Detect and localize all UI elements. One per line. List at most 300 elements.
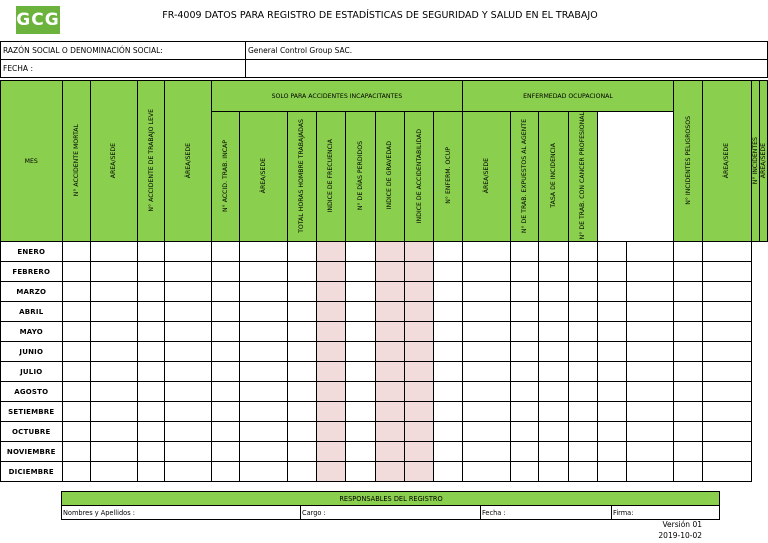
data-cell[interactable] [211, 362, 239, 382]
data-cell[interactable] [165, 462, 211, 482]
data-cell[interactable] [627, 342, 674, 362]
data-cell[interactable] [462, 382, 510, 402]
data-cell[interactable] [510, 402, 538, 422]
data-cell[interactable] [539, 362, 568, 382]
col-accid-trab-incap: N° ACCID. TRAB. INCAP [211, 112, 239, 242]
data-cell[interactable] [346, 362, 375, 382]
data-cell[interactable] [627, 462, 674, 482]
data-cell[interactable] [627, 402, 674, 422]
data-cell[interactable] [288, 402, 316, 422]
data-cell[interactable] [62, 382, 90, 402]
table-row [1, 282, 768, 302]
data-cell[interactable] [674, 322, 703, 342]
data-cell[interactable] [627, 302, 674, 322]
data-cell[interactable] [510, 422, 538, 442]
data-cell[interactable] [405, 302, 434, 322]
data-cell[interactable] [90, 362, 137, 382]
data-cell[interactable] [211, 342, 239, 362]
data-cell[interactable] [703, 282, 752, 302]
data-cell[interactable] [674, 362, 703, 382]
data-cell[interactable] [703, 322, 752, 342]
month-label: OCTUBRE [1, 422, 63, 442]
data-cell[interactable] [703, 422, 752, 442]
data-cell[interactable] [316, 262, 345, 282]
data-cell[interactable] [90, 342, 137, 362]
data-cell[interactable] [674, 262, 703, 282]
data-cell[interactable] [674, 462, 703, 482]
data-cell[interactable] [674, 302, 703, 322]
data-cell[interactable] [62, 402, 90, 422]
table-row [1, 262, 768, 282]
data-cell[interactable] [62, 262, 90, 282]
data-cell[interactable] [288, 382, 316, 402]
data-cell[interactable] [138, 342, 165, 362]
data-cell[interactable] [211, 442, 239, 462]
data-cell[interactable] [627, 262, 674, 282]
data-cell[interactable] [240, 342, 288, 362]
data-cell[interactable] [138, 282, 165, 302]
data-cell[interactable] [165, 422, 211, 442]
data-cell[interactable] [165, 262, 211, 282]
data-cell[interactable] [62, 302, 90, 322]
data-cell[interactable] [598, 382, 627, 402]
col-incidentes-peligrosos: N° INCIDENTES PELIGROSOS [674, 81, 703, 242]
month-label: MARZO [1, 282, 63, 302]
data-cell[interactable] [316, 242, 345, 262]
data-cell[interactable] [510, 382, 538, 402]
data-cell[interactable] [346, 282, 375, 302]
data-cell[interactable] [598, 402, 627, 422]
data-cell[interactable] [462, 342, 510, 362]
data-cell[interactable] [405, 342, 434, 362]
data-cell[interactable] [568, 242, 597, 262]
data-cell[interactable] [90, 242, 137, 262]
data-cell[interactable] [138, 462, 165, 482]
data-cell[interactable] [138, 382, 165, 402]
data-cell[interactable] [165, 342, 211, 362]
col-tasa-incidencia: TASA DE INCIDENCIA [539, 112, 568, 242]
data-cell[interactable] [568, 302, 597, 322]
data-cell[interactable] [316, 442, 345, 462]
data-cell[interactable] [62, 342, 90, 362]
data-cell[interactable] [211, 282, 239, 302]
col-area-sede-2: ÁREA/SEDE [165, 81, 211, 242]
data-cell[interactable] [627, 362, 674, 382]
col-trab-expuestos: N° DE TRAB. EXPUESTOS AL AGENTE [510, 112, 538, 242]
data-cell[interactable] [165, 242, 211, 262]
data-cell[interactable] [165, 382, 211, 402]
data-cell[interactable] [211, 422, 239, 442]
data-cell[interactable] [627, 442, 674, 462]
razon-social-field[interactable]: General Control Group SAC. [246, 42, 768, 60]
data-cell[interactable] [375, 342, 404, 362]
data-cell[interactable] [211, 402, 239, 422]
data-cell[interactable] [510, 242, 538, 262]
data-cell[interactable] [316, 422, 345, 442]
data-cell[interactable] [165, 362, 211, 382]
data-cell[interactable] [211, 302, 239, 322]
data-cell[interactable] [346, 322, 375, 342]
data-cell[interactable] [288, 462, 316, 482]
col-area-sede-4: ÁREA/SEDE [462, 112, 510, 242]
data-cell[interactable] [346, 242, 375, 262]
data-cell[interactable] [288, 422, 316, 442]
data-cell[interactable] [434, 402, 462, 422]
data-cell[interactable] [434, 282, 462, 302]
data-cell[interactable] [598, 442, 627, 462]
data-cell[interactable] [375, 382, 404, 402]
data-cell[interactable] [434, 462, 462, 482]
month-label: FEBRERO [1, 262, 63, 282]
data-cell[interactable] [405, 442, 434, 462]
firma-field[interactable]: Firma: [612, 506, 720, 520]
data-cell[interactable] [462, 402, 510, 422]
data-cell[interactable] [674, 282, 703, 302]
data-cell[interactable] [539, 282, 568, 302]
company-info-table [0, 41, 768, 78]
month-label: ENERO [1, 242, 63, 262]
data-cell[interactable] [434, 442, 462, 462]
col-accidente-mortal: N° ACCIDENTE MORTAL [62, 81, 90, 242]
col-area-sede-3: ÁREA/SEDE [240, 112, 288, 242]
data-cell[interactable] [405, 282, 434, 302]
data-cell[interactable] [568, 422, 597, 442]
data-cell[interactable] [62, 282, 90, 302]
data-cell[interactable] [434, 362, 462, 382]
data-cell[interactable] [674, 402, 703, 422]
fecha-label: FECHA : [1, 60, 246, 78]
data-cell[interactable] [316, 462, 345, 482]
data-cell[interactable] [62, 442, 90, 462]
statistics-table [0, 80, 768, 482]
data-cell[interactable] [90, 402, 137, 422]
fecha-field[interactable] [246, 60, 768, 78]
table-row [1, 422, 768, 442]
data-cell[interactable] [405, 262, 434, 282]
data-cell[interactable] [346, 442, 375, 462]
month-label: NOVIEMBRE [1, 442, 63, 462]
data-cell[interactable] [375, 322, 404, 342]
data-cell[interactable] [375, 362, 404, 382]
data-cell[interactable] [703, 262, 752, 282]
data-cell[interactable] [240, 462, 288, 482]
col-indice-gravedad: INDICE DE GRAVEDAD [375, 112, 404, 242]
data-cell[interactable] [539, 242, 568, 262]
data-cell[interactable] [375, 442, 404, 462]
data-cell[interactable] [138, 402, 165, 422]
month-label: SETIEMBRE [1, 402, 63, 422]
table-row [1, 322, 768, 342]
data-cell[interactable] [539, 422, 568, 442]
data-cell[interactable] [510, 442, 538, 462]
data-cell[interactable] [703, 462, 752, 482]
group-enfermedad-ocupacional: ENFERMEDAD OCUPACIONAL [462, 81, 673, 112]
data-cell[interactable] [568, 262, 597, 282]
data-cell[interactable] [288, 342, 316, 362]
table-row [1, 462, 768, 482]
data-cell[interactable] [598, 282, 627, 302]
data-cell[interactable] [346, 262, 375, 282]
data-cell[interactable] [375, 302, 404, 322]
data-cell[interactable] [90, 282, 137, 302]
data-cell[interactable] [62, 462, 90, 482]
data-cell[interactable] [510, 342, 538, 362]
col-area-sede-5: ÁREA/SEDE [703, 81, 752, 242]
data-cell[interactable] [90, 382, 137, 402]
data-cell[interactable] [288, 322, 316, 342]
data-cell[interactable] [703, 342, 752, 362]
data-cell[interactable] [211, 242, 239, 262]
data-cell[interactable] [138, 362, 165, 382]
data-cell[interactable] [627, 422, 674, 442]
responsables-table [61, 491, 720, 520]
data-cell[interactable] [568, 382, 597, 402]
data-cell[interactable] [138, 322, 165, 342]
data-cell[interactable] [674, 242, 703, 262]
gcg-logo: GCG [16, 6, 60, 34]
data-cell[interactable] [674, 342, 703, 362]
month-label: ABRIL [1, 302, 63, 322]
col-area-sede-6: ÁREA/SEDE [759, 81, 767, 242]
data-cell[interactable] [90, 322, 137, 342]
data-cell[interactable] [539, 442, 568, 462]
data-cell[interactable] [598, 462, 627, 482]
data-cell[interactable] [510, 282, 538, 302]
data-cell[interactable] [598, 262, 627, 282]
data-cell[interactable] [703, 402, 752, 422]
data-cell[interactable] [375, 462, 404, 482]
data-cell[interactable] [90, 422, 137, 442]
data-cell[interactable] [462, 322, 510, 342]
data-cell[interactable] [90, 302, 137, 322]
data-cell[interactable] [568, 282, 597, 302]
data-cell[interactable] [62, 322, 90, 342]
data-cell[interactable] [316, 322, 345, 342]
data-cell[interactable] [568, 322, 597, 342]
data-cell[interactable] [434, 342, 462, 362]
data-cell[interactable] [240, 242, 288, 262]
data-cell[interactable] [462, 462, 510, 482]
data-cell[interactable] [288, 362, 316, 382]
data-cell[interactable] [316, 382, 345, 402]
data-cell[interactable] [62, 242, 90, 262]
data-cell[interactable] [510, 302, 538, 322]
data-cell[interactable] [90, 262, 137, 282]
data-cell[interactable] [674, 442, 703, 462]
data-cell[interactable] [165, 442, 211, 462]
data-cell[interactable] [240, 282, 288, 302]
data-cell[interactable] [434, 322, 462, 342]
data-cell[interactable] [240, 262, 288, 282]
document-title: FR-4009 DATOS PARA REGISTRO DE ESTADÍSTICAS DE SEGURIDAD Y SALUD EN EL TRABAJO [162, 10, 598, 21]
data-cell[interactable] [627, 282, 674, 302]
data-cell[interactable] [598, 242, 627, 262]
month-label: AGOSTO [1, 382, 63, 402]
data-cell[interactable] [316, 362, 345, 382]
data-cell[interactable] [434, 262, 462, 282]
data-cell[interactable] [462, 262, 510, 282]
data-cell[interactable] [240, 382, 288, 402]
data-cell[interactable] [90, 462, 137, 482]
data-cell[interactable] [405, 362, 434, 382]
data-cell[interactable] [346, 402, 375, 422]
data-cell[interactable] [240, 302, 288, 322]
data-cell[interactable] [568, 362, 597, 382]
data-cell[interactable] [240, 442, 288, 462]
version-block [658, 519, 702, 541]
data-cell[interactable] [539, 262, 568, 282]
col-accidente-leve: N° ACCIDENTE DE TRABAJO LEVE [138, 81, 165, 242]
data-cell[interactable] [405, 422, 434, 442]
data-cell[interactable] [62, 422, 90, 442]
data-cell[interactable] [462, 362, 510, 382]
table-row [1, 362, 768, 382]
data-cell[interactable] [288, 262, 316, 282]
data-cell[interactable] [375, 262, 404, 282]
data-cell[interactable] [703, 382, 752, 402]
data-cell[interactable] [568, 462, 597, 482]
data-cell[interactable] [211, 462, 239, 482]
data-cell[interactable] [510, 262, 538, 282]
data-cell[interactable] [405, 462, 434, 482]
data-cell[interactable] [288, 242, 316, 262]
data-cell[interactable] [346, 422, 375, 442]
data-cell[interactable] [598, 342, 627, 362]
data-cell[interactable] [405, 382, 434, 402]
data-cell[interactable] [375, 422, 404, 442]
data-cell[interactable] [598, 302, 627, 322]
data-cell[interactable] [316, 302, 345, 322]
version-date: 2019-10-02 [658, 531, 702, 540]
data-cell[interactable] [288, 302, 316, 322]
table-row [1, 442, 768, 462]
data-cell[interactable] [138, 302, 165, 322]
responsables-title: RESPONSABLES DEL REGISTRO [62, 492, 720, 506]
razon-social-label: RAZÓN SOCIAL O DENOMINACIÓN SOCIAL: [1, 42, 246, 60]
data-cell[interactable] [462, 242, 510, 262]
month-label: MAYO [1, 322, 63, 342]
data-cell[interactable] [703, 242, 752, 262]
data-cell[interactable] [405, 322, 434, 342]
data-cell[interactable] [434, 242, 462, 262]
data-cell[interactable] [703, 442, 752, 462]
data-cell[interactable] [462, 442, 510, 462]
data-cell[interactable] [165, 322, 211, 342]
data-cell[interactable] [316, 342, 345, 362]
data-cell[interactable] [539, 342, 568, 362]
data-cell[interactable] [674, 422, 703, 442]
data-cell[interactable] [510, 462, 538, 482]
data-cell[interactable] [62, 362, 90, 382]
data-cell[interactable] [90, 442, 137, 462]
data-cell[interactable] [375, 282, 404, 302]
nombres-field[interactable]: Nombres y Apellidos : [62, 506, 301, 520]
data-cell[interactable] [316, 402, 345, 422]
data-cell[interactable] [211, 382, 239, 402]
data-cell[interactable] [627, 322, 674, 342]
data-cell[interactable] [539, 382, 568, 402]
data-cell[interactable] [539, 462, 568, 482]
group-accidentes-incapacitantes: SOLO PARA ACCIDENTES INCAPACITANTES [211, 81, 462, 112]
data-cell[interactable] [598, 362, 627, 382]
data-cell[interactable] [434, 302, 462, 322]
col-dias-perdidos: N° DE DÍAS PERDIDOS [346, 112, 375, 242]
data-cell[interactable] [539, 322, 568, 342]
data-cell[interactable] [627, 242, 674, 262]
fecha-registro-field[interactable]: Fecha : [481, 506, 612, 520]
data-cell[interactable] [346, 382, 375, 402]
data-cell[interactable] [510, 322, 538, 342]
month-label: DICIEMBRE [1, 462, 63, 482]
table-row [1, 342, 768, 362]
col-enferm-ocup: N° ENFERM. OCUP [434, 112, 462, 242]
table-row [1, 402, 768, 422]
data-cell[interactable] [138, 262, 165, 282]
col-mes: MES [1, 81, 63, 242]
cargo-field[interactable]: Cargo : [301, 506, 481, 520]
data-cell[interactable] [316, 282, 345, 302]
data-cell[interactable] [405, 242, 434, 262]
data-cell[interactable] [703, 362, 752, 382]
data-cell[interactable] [462, 422, 510, 442]
data-cell[interactable] [138, 242, 165, 262]
data-cell[interactable] [462, 302, 510, 322]
data-cell[interactable] [627, 382, 674, 402]
data-cell[interactable] [434, 422, 462, 442]
data-cell[interactable] [288, 442, 316, 462]
data-cell[interactable] [165, 282, 211, 302]
data-cell[interactable] [138, 442, 165, 462]
data-cell[interactable] [462, 282, 510, 302]
data-cell[interactable] [346, 302, 375, 322]
data-cell[interactable] [375, 242, 404, 262]
data-cell[interactable] [539, 402, 568, 422]
data-cell[interactable] [240, 422, 288, 442]
data-cell[interactable] [240, 402, 288, 422]
data-cell[interactable] [568, 402, 597, 422]
data-cell[interactable] [598, 322, 627, 342]
version-label: Versión 01 [662, 520, 702, 529]
data-cell[interactable] [288, 282, 316, 302]
data-cell[interactable] [598, 422, 627, 442]
data-cell[interactable] [211, 262, 239, 282]
data-cell[interactable] [138, 422, 165, 442]
table-row [1, 382, 768, 402]
col-cancer-profesional: N° DE TRAB. CON CANCER PROFESIONAL [568, 112, 597, 242]
data-cell[interactable] [568, 442, 597, 462]
data-cell[interactable] [568, 342, 597, 362]
data-cell[interactable] [165, 402, 211, 422]
month-label: JUNIO [1, 342, 63, 362]
col-indice-accidentabilidad: INDICE DE ACCIDENTABILIDAD [405, 112, 434, 242]
data-cell[interactable] [211, 322, 239, 342]
data-cell[interactable] [703, 302, 752, 322]
data-cell[interactable] [375, 402, 404, 422]
data-cell[interactable] [434, 382, 462, 402]
data-cell[interactable] [674, 382, 703, 402]
data-cell[interactable] [240, 322, 288, 342]
col-indice-frecuencia: INDICE DE FRECUENCIA [316, 112, 345, 242]
data-cell[interactable] [165, 302, 211, 322]
data-cell[interactable] [240, 362, 288, 382]
data-cell[interactable] [346, 342, 375, 362]
data-cell[interactable] [405, 402, 434, 422]
table-row [1, 242, 768, 262]
data-cell[interactable] [539, 302, 568, 322]
data-cell[interactable] [510, 362, 538, 382]
data-cell[interactable] [346, 462, 375, 482]
month-label: JULIO [1, 362, 63, 382]
